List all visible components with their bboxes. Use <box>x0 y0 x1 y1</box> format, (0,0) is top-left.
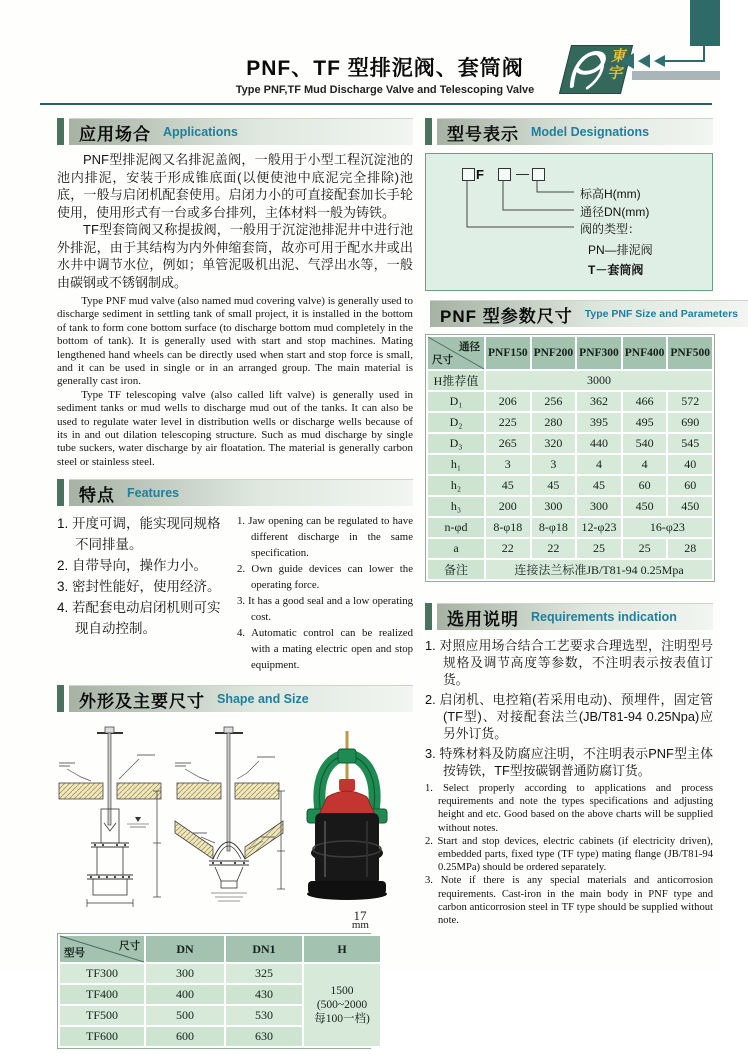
value-cell: 3 <box>486 455 530 474</box>
row-label: H推荐值 <box>428 371 484 390</box>
list-item: 2. Start and stop devices, electric cabinets (if electricity driven), embedded parts, fixed type (TF type) mating flange (JB/T81-94 0.25MPa) should be ordered separately. <box>425 835 713 874</box>
applications-paragraphs-en <box>57 295 413 469</box>
parameters-heading-zh: PNF 型参数尺寸 <box>440 306 573 326</box>
remark-cell: 连接法兰标准JB/T81-94 0.25Mpa <box>486 560 712 579</box>
model-cell: TF500 <box>60 1006 144 1025</box>
value-cell: 466 <box>623 392 667 411</box>
paragraph: Type PNF mud valve (also named mud covering valve) is generally used to discharge sediment in settling tank of small project, it is installed in the bottom of tank to form cone bottom surface (to discharge bottom mud completely in the bottom of tank). It is generally used with start and stop machines. Mating lengthened hand wheels can be directly used when start and stop force is small, and it can be used in single or in an arranged group. The main material is generally cast iron. <box>57 295 413 388</box>
requirements-list-zh <box>425 637 713 779</box>
section-applications-header <box>57 118 413 145</box>
pnf-valve-section-drawing <box>171 721 289 913</box>
dn-cell: 500 <box>146 1006 224 1025</box>
row-label: n-φd <box>428 518 484 537</box>
row-label: D₂ <box>428 413 484 432</box>
model-cell: TF400 <box>60 985 144 1004</box>
list-item: 4. Automatic control can be realized with a mating electric open and stop equipment. <box>237 627 413 672</box>
section-model-header <box>425 118 713 145</box>
value-cell: 225 <box>486 413 530 432</box>
value-cell: 4 <box>623 455 667 474</box>
tf-valve-section-drawing <box>57 721 165 913</box>
requirements-heading-en: Requirements indication <box>531 610 677 624</box>
section-requirements-header <box>425 603 713 630</box>
list-item: 2. Own guide devices can lower the operating force. <box>237 563 413 592</box>
pnf-valve-photo <box>295 721 399 909</box>
value-cell: 4 <box>577 455 621 474</box>
value-cell: 450 <box>623 497 667 516</box>
requirements-heading-zh: 选用说明 <box>447 609 519 629</box>
row-label: h₃ <box>428 497 484 516</box>
row-label: h₂ <box>428 476 484 495</box>
column-header: PNF500 <box>668 337 712 369</box>
value-cell: 320 <box>532 434 576 453</box>
value-cell: 12-φ23 <box>577 518 621 537</box>
model-cell: TF300 <box>60 964 144 983</box>
value-cell: 28 <box>668 539 712 558</box>
column-header: H <box>304 936 380 962</box>
corner-label-size: 尺寸 <box>119 941 140 953</box>
value-cell: 300 <box>577 497 621 516</box>
row-label: h₁ <box>428 455 484 474</box>
value-cell: 3 <box>532 455 576 474</box>
table-row <box>428 518 712 537</box>
value-cell: 572 <box>668 392 712 411</box>
table-row <box>428 392 712 411</box>
row-label: D₁ <box>428 392 484 411</box>
value-cell: 256 <box>532 392 576 411</box>
column-header: PNF300 <box>577 337 621 369</box>
value-cell: 200 <box>486 497 530 516</box>
designation-label: 通径DN(mm) <box>580 205 650 219</box>
section-shape-header <box>57 685 413 712</box>
section-features-header <box>57 479 413 506</box>
dn1-cell: 325 <box>226 964 302 983</box>
list-item: 4. 若配套电动启闭机则可实现自动控制。 <box>57 600 221 637</box>
page-header <box>150 52 620 96</box>
row-label: 备注 <box>428 560 484 579</box>
dn-cell: 300 <box>146 964 224 983</box>
list-item: 1. 开度可调，能实现同规格不同排量。 <box>57 516 221 553</box>
list-item: 3. Note if there is any special materials and anticorrosion requirements. Cast-iron in the main body in PNF type and carbon anticorrosion steel in TF type should be supplied without note. <box>425 875 713 927</box>
corner-decoration <box>690 0 720 46</box>
value-cell: 60 <box>668 476 712 495</box>
value-cell: 545 <box>668 434 712 453</box>
value-cell: 22 <box>486 539 530 558</box>
list-item: 1. Jaw opening can be regulated to have different discharge in the same specification. <box>237 515 413 560</box>
paragraph: TF型套筒阀又称提拔阀，一般用于沉淀池排泥井中进行池外排泥，由于其结构为内外伸缩套筒，故亦可用于配水井或出水井中调节水位，例如；单管泥吸机出泥、气浮出水等，一般由碳钢或不锈钢制成。 <box>57 222 413 290</box>
value-cell: 265 <box>486 434 530 453</box>
drawings-row <box>57 721 413 913</box>
value-cell: 16-φ23 <box>623 518 712 537</box>
corner-label-diameter: 通径 <box>459 342 480 353</box>
features-heading-zh: 特点 <box>79 485 115 505</box>
arrow-left-icon <box>654 55 665 67</box>
row-label: a <box>428 539 484 558</box>
value-cell: 440 <box>577 434 621 453</box>
table-row <box>428 560 712 579</box>
paragraph: PNF型排泥阀又名排泥盖阀，一般用于小型工程沉淀池的池内排泥，安装于形成锥底面(以便使池中底泥完全排除)池底，一般与启闭机配套使用。启闭力小的可直接配套加长手轮使用，使用形式有一台或多台排列，主体材料一般为铸铁。 <box>57 152 413 220</box>
pnf-parameters-table <box>425 334 715 582</box>
connector-line-horizontal <box>658 60 705 62</box>
corner-label-size: 尺寸 <box>432 355 453 366</box>
list-item: 1. Select properly according to applications and process requirements and note the types specifications and adjusting height and etc. Good based on the above charts will be supplied without notes. <box>425 783 713 834</box>
section-accent-bar <box>425 118 432 145</box>
requirements-list-en <box>425 782 713 927</box>
column-header: PNF200 <box>532 337 576 369</box>
row-label: D₃ <box>428 434 484 453</box>
dn1-cell: 530 <box>226 1006 302 1025</box>
model-heading-zh: 型号表示 <box>447 124 519 144</box>
column-header: PNF150 <box>486 337 530 369</box>
value-cell: 3000 <box>486 371 712 390</box>
params-corner-cell <box>428 337 484 369</box>
value-cell: 300 <box>532 497 576 516</box>
table-row <box>428 434 712 453</box>
list-item: 2. 自带导向，操作力小。 <box>57 558 208 574</box>
section-accent-bar <box>57 685 64 712</box>
shape-heading-en: Shape and Size <box>217 692 309 707</box>
table-row <box>428 476 712 495</box>
value-cell: 45 <box>577 476 621 495</box>
value-cell: 280 <box>532 413 576 432</box>
features-list-en <box>237 513 413 673</box>
list-item: 1. 对照应用场合结合工艺要求合理选型，注明型号规格及调节高度等参数，不注明表示按表值订货。 <box>425 638 713 687</box>
code-letter: F <box>476 167 484 182</box>
valve-type-item: PN—排泥阀 <box>588 243 653 257</box>
value-cell: 206 <box>486 392 530 411</box>
unit-label: mm <box>351 919 369 932</box>
value-cell: 22 <box>532 539 576 558</box>
dn1-cell: 430 <box>226 985 302 1004</box>
shape-heading-zh: 外形及主要尺寸 <box>79 691 205 711</box>
table-row <box>428 455 712 474</box>
table-row <box>428 497 712 516</box>
column-header: PNF400 <box>623 337 667 369</box>
value-cell: 40 <box>668 455 712 474</box>
section-accent-bar <box>57 479 64 506</box>
logo-text: 東宇 <box>604 48 629 82</box>
applications-heading-en: Applications <box>163 125 239 139</box>
paragraph: Type TF telescoping valve (also called lift valve) is generally used in sediment tanks or mud wells to discharge mud out of the tanks. It can also be used to regulate water level in distribution wells or discharge wells because of its in and out dilation telescoping structure. Such as mud discharge by single tube suckers, water discharge by air floatation. The material is generally carbon steel or stainless steel. <box>57 388 413 468</box>
tf-size-table <box>57 933 371 1049</box>
page-subtitle: Type PNF,TF Mud Discharge Valve and Telescoping Valve <box>235 84 535 96</box>
value-cell: 45 <box>532 476 576 495</box>
applications-paragraphs-zh <box>57 151 413 291</box>
model-designation-diagram <box>425 153 713 291</box>
list-item: 2. 启闭机、电控箱(若采用电动)、预埋件，固定管(TF型)、对接配套法兰(JB/T81-94 0.25Npa)应另外订货。 <box>425 692 713 741</box>
value-cell: 8-φ18 <box>532 518 576 537</box>
value-cell: 690 <box>668 413 712 432</box>
table-row <box>428 413 712 432</box>
section-accent-bar <box>425 603 432 630</box>
value-cell: 25 <box>577 539 621 558</box>
page-number: 17 <box>353 908 367 923</box>
table-row <box>60 964 380 983</box>
value-cell: 450 <box>668 497 712 516</box>
value-cell: 45 <box>486 476 530 495</box>
value-cell: 25 <box>623 539 667 558</box>
designation-connector-lines <box>426 154 714 290</box>
value-cell: 540 <box>623 434 667 453</box>
code-separator: — <box>516 166 529 181</box>
section-accent-bar <box>57 118 64 145</box>
designation-label: 标高H(mm) <box>580 187 641 201</box>
list-item: 3. 密封性能好，使用经济。 <box>57 579 221 595</box>
page-title: PNF、TF 型排泥阀、套筒阀 <box>246 57 524 80</box>
parameters-heading-en: Type PNF Size and Parameters <box>584 308 739 320</box>
valve-type-item: T－套筒阀 <box>588 263 644 277</box>
header-gray-bar <box>632 71 720 80</box>
column-header: DN <box>146 936 224 962</box>
tf-table-corner-cell <box>60 936 144 962</box>
value-cell: 495 <box>623 413 667 432</box>
section-parameters-header <box>425 300 739 327</box>
dn1-cell: 630 <box>226 1027 302 1046</box>
h-merged-cell: 1500 (500~2000 每100一档) <box>304 964 380 1046</box>
list-item: 3. 特殊材料及防腐应注明，不注明表示PNF型主体按铸铁，TF型按碳钢普通防腐订货。 <box>425 746 713 778</box>
features-lists <box>57 513 413 673</box>
list-item: 3. It has a good seal and a low operating cost. <box>237 595 413 624</box>
table-row <box>428 371 712 390</box>
value-cell: 60 <box>623 476 667 495</box>
model-cell: TF600 <box>60 1027 144 1046</box>
column-header: DN1 <box>226 936 302 962</box>
value-cell: 362 <box>577 392 621 411</box>
value-cell: 8-φ18 <box>486 518 530 537</box>
table-row <box>428 539 712 558</box>
dn-cell: 400 <box>146 985 224 1004</box>
features-heading-en: Features <box>127 486 180 501</box>
applications-heading-zh: 应用场合 <box>79 124 151 144</box>
arrow-left-icon <box>638 54 650 68</box>
value-cell: 395 <box>577 413 621 432</box>
header-rule <box>40 103 712 105</box>
right-column <box>425 118 739 927</box>
corner-label-model: 型号 <box>64 948 85 960</box>
model-heading-en: Model Designations <box>531 125 650 139</box>
arrow-left-icon <box>620 53 634 69</box>
features-list-zh <box>57 513 227 673</box>
dn-cell: 600 <box>146 1027 224 1046</box>
designation-label: 阀的类型： <box>580 222 641 236</box>
